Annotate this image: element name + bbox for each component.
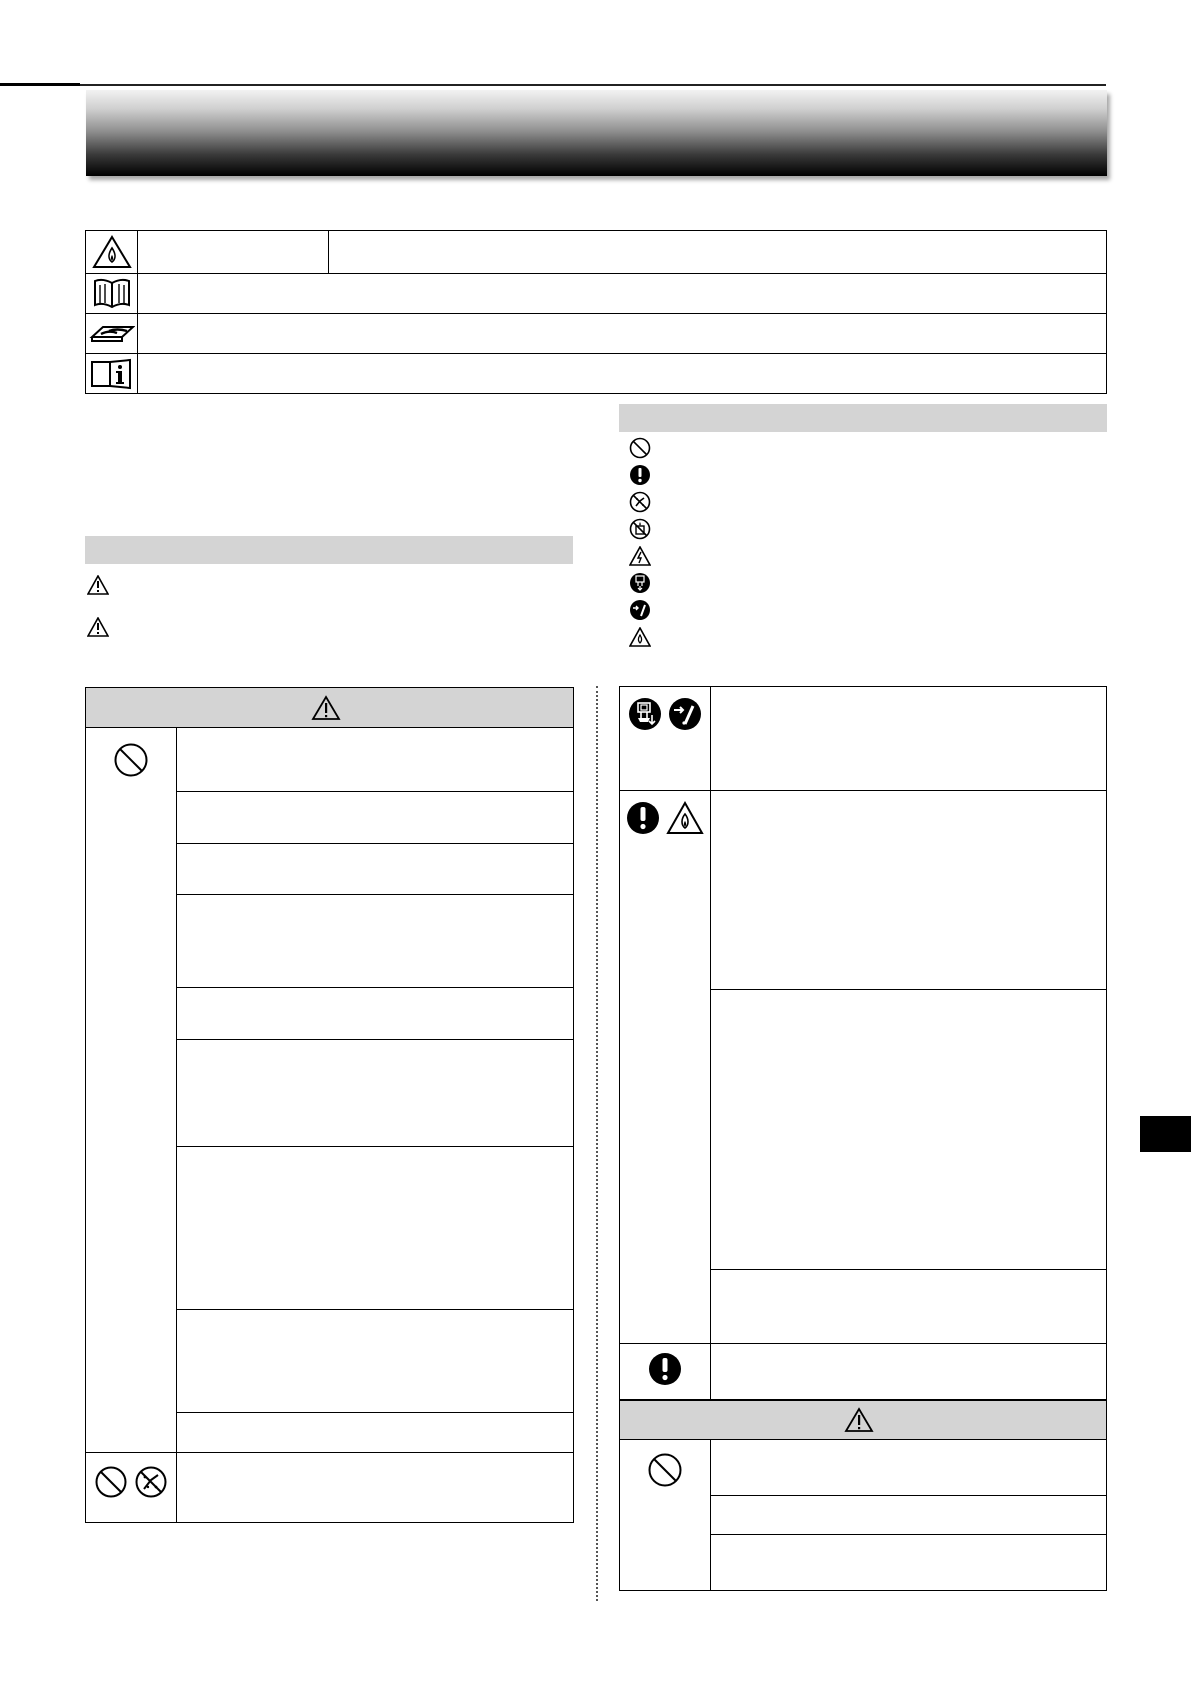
warning-cell: [177, 1453, 573, 1522]
flammable-warning-icon: [86, 231, 138, 273]
warning-cell: [177, 1040, 573, 1147]
warning-cell: [177, 988, 573, 1040]
mandatory-icon: [648, 1352, 682, 1386]
right-cell: [711, 687, 1106, 790]
right-cell: [711, 1270, 1106, 1343]
legend-item: [627, 623, 1107, 650]
right-group: [620, 791, 1106, 1344]
warning-triangle-icon: [311, 695, 341, 721]
caution-cell: [711, 1535, 1106, 1590]
legend-item: [627, 461, 1107, 488]
symbol-table: [85, 230, 1107, 394]
section-banner: [86, 90, 1107, 176]
warning-levels-title: [85, 536, 573, 564]
right-group-icons: [620, 791, 711, 1343]
right-cell: [711, 990, 1106, 1270]
caution-group-cells: [711, 1440, 1106, 1590]
warning-levels-section: [85, 536, 573, 648]
mandatory-icon: [627, 462, 653, 488]
right-group-cells: [711, 791, 1106, 1343]
warning-cell: [177, 1310, 573, 1413]
warning-cell: [177, 895, 573, 988]
electric-shock-icon: [627, 543, 653, 569]
symbols-legend-section: [619, 404, 1107, 650]
warning-triangle-icon: [85, 572, 111, 598]
warning-group-cells: [177, 728, 573, 1452]
right-group-icons: [620, 687, 711, 790]
symbol-description: [329, 231, 1106, 273]
mandatory-icon: [626, 801, 660, 835]
warning-table: [85, 687, 574, 1523]
breaker-off-icon: [668, 697, 702, 731]
legend-item: [627, 596, 1107, 623]
caution-triangle-icon: [844, 1407, 874, 1433]
warning-cell: [177, 728, 573, 792]
caution-cell: [711, 1440, 1106, 1496]
symbols-legend-title: [619, 404, 1107, 432]
right-group-cells: [711, 687, 1106, 790]
legend-item: [627, 434, 1107, 461]
warning-group-icons: [86, 728, 177, 1452]
legend-item: [627, 542, 1107, 569]
caution-group-icons: [620, 1440, 711, 1590]
info-manual-icon: [86, 354, 138, 393]
manual-book-icon: [86, 274, 138, 313]
unplug-icon: [628, 697, 662, 731]
right-cell: [711, 1344, 1106, 1399]
prohibited-icon: [113, 742, 149, 778]
legend-item: [627, 569, 1107, 596]
breaker-off-icon: [627, 597, 653, 623]
prohibited-icon: [94, 1465, 128, 1499]
top-rule-accent: [0, 83, 80, 86]
warning-cell: [177, 1147, 573, 1310]
section-side-tab[interactable]: [1140, 1116, 1191, 1152]
caution-cell: [711, 1496, 1106, 1535]
warning-group: [86, 1453, 573, 1522]
caution-group: [620, 1440, 1106, 1590]
fire-warning-icon: [627, 624, 653, 650]
no-water-icon: [627, 516, 653, 542]
legend-item: [627, 515, 1107, 542]
symbol-row: [86, 273, 1106, 313]
right-group-cells: [711, 1344, 1106, 1399]
intro-text: [85, 404, 573, 524]
symbol-row: [86, 313, 1106, 353]
right-cell: [711, 791, 1106, 990]
symbol-description: [138, 354, 1106, 393]
legend-item: [627, 488, 1107, 515]
caution-triangle-icon: [85, 614, 111, 640]
symbol-description: [138, 274, 1106, 313]
symbol-row: [86, 353, 1106, 393]
warning-group-cells: [177, 1453, 573, 1522]
column-divider: [596, 686, 598, 1601]
warning-table-header: [86, 688, 573, 728]
service-manual-icon: [86, 314, 138, 353]
symbol-name: [138, 231, 329, 273]
right-group-icons: [620, 1344, 711, 1399]
warning-level-item: [85, 606, 573, 648]
symbol-row: [86, 231, 1106, 273]
top-rule: [0, 84, 1106, 86]
right-group: [620, 1344, 1106, 1400]
warning-cell: [177, 1413, 573, 1452]
prohibited-icon: [627, 435, 653, 461]
warning-cell: [177, 792, 573, 844]
right-group: [620, 687, 1106, 791]
no-wet-hands-icon: [627, 489, 653, 515]
warning-level-item: [85, 564, 573, 606]
warning-group-icons: [86, 1453, 177, 1522]
fire-warning-icon: [666, 801, 704, 835]
warning-cell: [177, 844, 573, 895]
warning-group: [86, 728, 573, 1453]
right-warning-table: [619, 686, 1107, 1591]
prohibited-icon: [647, 1452, 683, 1488]
no-wet-hands-icon: [134, 1465, 168, 1499]
unplug-icon: [627, 570, 653, 596]
caution-table-header: [620, 1400, 1106, 1440]
symbol-description: [138, 314, 1106, 353]
